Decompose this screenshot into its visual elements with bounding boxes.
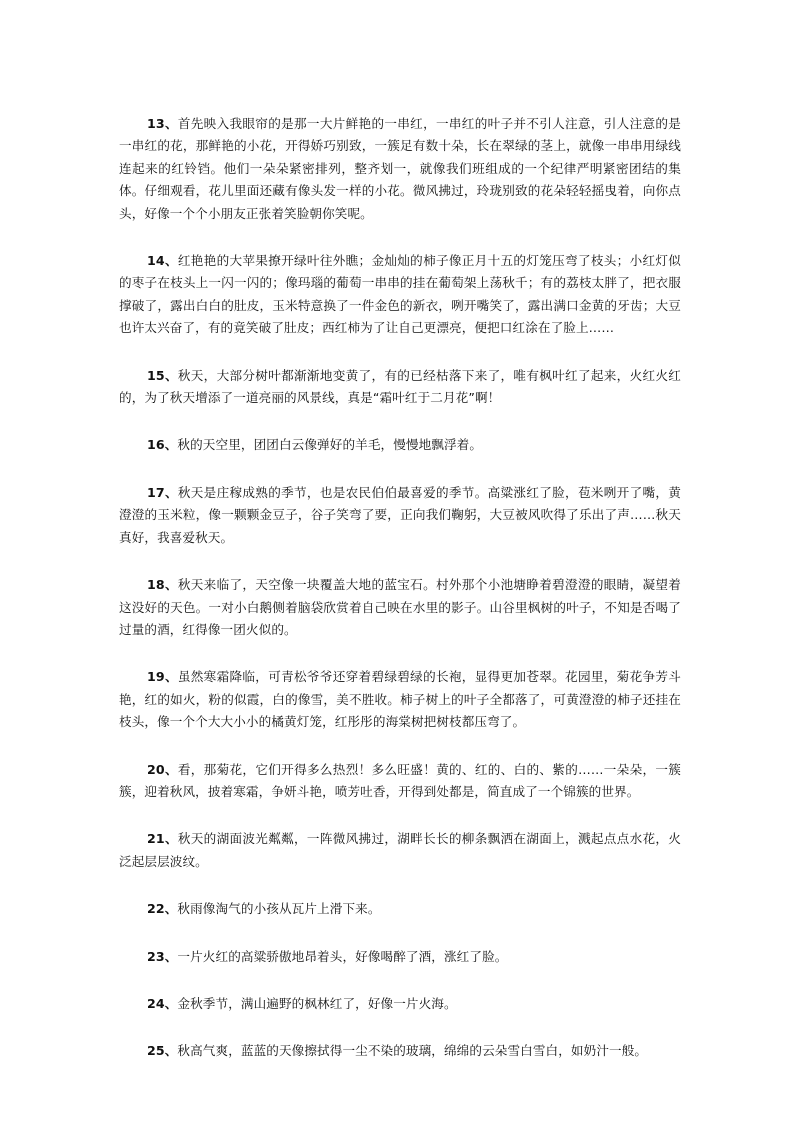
paragraph-number: 15、	[147, 367, 178, 383]
paragraph-21	[119, 828, 681, 873]
paragraph-number: 24、	[147, 995, 178, 1011]
paragraph-number: 23、	[147, 948, 178, 964]
paragraph-number: 20、	[147, 761, 178, 777]
paragraph-24	[119, 993, 681, 1015]
paragraph-text: 秋的天空里，团团白云像弹好的羊毛，慢慢地飘浮着。	[177, 437, 483, 453]
paragraph-number: 21、	[147, 831, 178, 847]
paragraph-text: 看，那菊花，它们开得多么热烈！多么旺盛！黄的、红的、白的、紫的……一朵朵，一簇簇，迎着秋风，披着寒霜，争妍斗艳，喷芳吐香，开得到处都是，简直成了一个锦簇的世界。	[119, 761, 681, 799]
paragraph-text: 秋天来临了，天空像一块覆盖大地的蓝宝石。村外那个小池塘睁着碧澄澄的眼睛，凝望着这没好的天色。一对小白鹅侧着脑袋欣赏着自己映在水里的影子。山谷里枫树的叶子，不知是否喝了过量的酒，红得像一团火似的。	[119, 577, 682, 637]
paragraph-20	[119, 759, 681, 804]
paragraph-number: 16、	[147, 437, 178, 453]
paragraph-text: 虽然寒霜降临，可青松爷爷还穿着碧绿碧绿的长袍，显得更加苍翠。花园里，菊花争芳斗艳，红的如火，粉的似霞，白的像雪，美不胜收。柿子树上的叶子全都落了，可黄澄澄的柿子还挂在枝头，像一个个大大小小的橘黄灯笼，红彤彤的海棠树把树枝都压弯了。	[119, 669, 682, 730]
paragraph-number: 25、	[147, 1043, 178, 1059]
paragraph-text: 秋天，大部分树叶都渐渐地变黄了，有的已经枯落下来了，唯有枫叶红了起来，火红火红的，为了秋天增添了一道亮丽的风景线，真是“霜叶红于二月花”啊！	[119, 367, 682, 406]
document-body	[119, 113, 681, 1088]
paragraph-text: 秋天的湖面波光粼粼，一阵微风拂过，湖畔长长的柳条飘洒在湖面上，溅起点点水花，火泛起层层波纹。	[119, 831, 682, 869]
paragraph-22	[119, 898, 681, 920]
paragraph-text: 首先映入我眼帘的是那一大片鲜艳的一串红，一串红的叶子并不引人注意，引人注意的是一串红的花，那鲜艳的小花，开得娇巧别致，一簇足有数十朵，长在翠绿的茎上，就像一串串用绿线连起来的红铃铛。他们一朵朵紧密排列，整齐划一，就像我们班组成的一个纪律严明紧密团结的集体。仔细观看，花儿里面还藏有像头发一样的小花。微风拂过，玲珑别致的花朵轻轻摇曳着，向你点头，好像一个个小朋友正张着笑脸朝你笑呢。	[119, 116, 682, 221]
paragraph-19	[119, 666, 681, 733]
paragraph-18	[119, 574, 681, 641]
paragraph-text: 金秋季节，满山遍野的枫林红了，好像一片火海。	[177, 995, 457, 1011]
paragraph-number: 14、	[147, 253, 178, 269]
paragraph-number: 13、	[147, 116, 178, 131]
paragraph-text: 秋高气爽，蓝蓝的天像擦拭得一尘不染的玻璃，绵绵的云朵雪白雪白，如奶汁一般。	[177, 1043, 648, 1059]
paragraph-number: 17、	[147, 484, 178, 500]
paragraph-text: 秋天是庄稼成熟的季节，也是农民伯伯最喜爱的季节。高粱涨红了脸，苞米咧开了嘴，黄澄澄的玉米粒，像一颗颗金豆子，谷子笑弯了要，正向我们鞠躬，大豆被风吹得了乐出了声……秋天真好，我喜爱秋天。	[119, 484, 682, 545]
paragraph-16	[119, 434, 681, 456]
paragraph-17	[119, 482, 681, 549]
paragraph-text: 一片火红的高粱骄傲地昂着头，好像喝醉了酒，涨红了脸。	[177, 948, 508, 964]
paragraph-text: 秋雨像淘气的小孩从瓦片上滑下来。	[177, 901, 381, 917]
paragraph-14	[119, 250, 681, 340]
paragraph-25	[119, 1040, 681, 1062]
paragraph-number: 22、	[147, 901, 178, 917]
paragraph-15	[119, 365, 681, 410]
paragraph-13	[119, 113, 681, 225]
paragraph-number: 19、	[147, 669, 178, 685]
paragraph-number: 18、	[147, 577, 178, 593]
paragraph-23	[119, 946, 681, 968]
paragraph-text: 红艳艳的大苹果撩开绿叶往外瞧；金灿灿的柿子像正月十五的灯笼压弯了枝头；小红灯似的枣子在枝头上一闪一闪的；像玛瑙的葡萄一串串的挂在葡萄架上荡秋千；有的荔枝太胖了，把衣服撑破了，露出白白的肚皮，玉米特意换了一件金色的新衣，咧开嘴笑了，露出满口金黄的牙齿；大豆也许太兴奋了，有的竟笑破了肚皮；西红柿为了让自己更漂亮，便把口红涂在了脸上……	[119, 253, 682, 336]
